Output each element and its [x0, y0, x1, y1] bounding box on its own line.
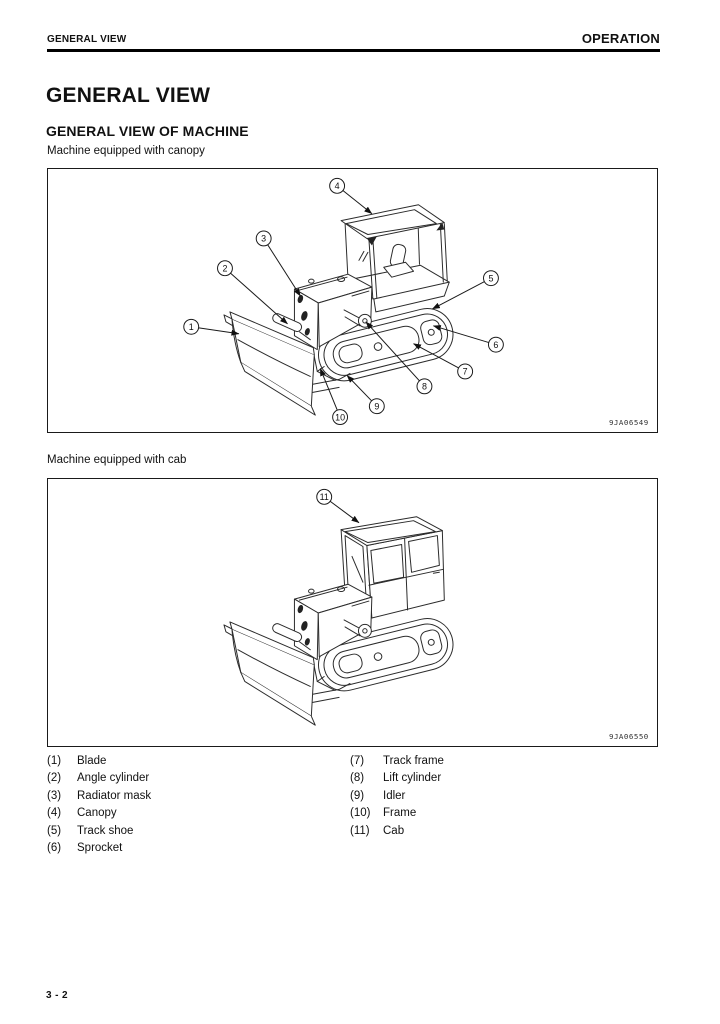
part-number: (8): [350, 772, 365, 785]
part-number: (2): [47, 772, 62, 785]
part-number: (9): [350, 789, 365, 802]
header-rule: [47, 49, 660, 52]
callout-number: 8: [421, 381, 427, 392]
section-title: GENERAL VIEW OF MACHINE: [46, 123, 249, 139]
parts-column-right: [350, 753, 444, 840]
figure-caption-cab: Machine equipped with cab: [47, 454, 187, 466]
callout-number: 3: [261, 233, 267, 244]
legend-item: [47, 840, 151, 857]
figure-canopy: [47, 168, 658, 433]
callout-number: 5: [488, 273, 494, 284]
seat-cushion: [384, 262, 414, 277]
running-header-left: GENERAL VIEW: [47, 34, 127, 45]
part-number: (6): [47, 841, 62, 854]
part-number: (10): [350, 807, 371, 820]
legend-item: [350, 788, 444, 805]
part-label: Track shoe: [77, 824, 134, 837]
part-label: Angle cylinder: [77, 772, 150, 785]
callout-2: [218, 261, 288, 324]
figure-canopy-drawing: [48, 169, 657, 432]
part-label: Lift cylinder: [383, 772, 442, 785]
callout-5: [432, 271, 498, 309]
legend-item: [47, 753, 151, 770]
callout-number: 11: [319, 492, 329, 503]
legend-item: [47, 805, 151, 822]
part-number: (3): [47, 789, 62, 802]
legend-item: [47, 823, 151, 840]
callout-number: 7: [462, 366, 468, 377]
callout-number: 1: [188, 321, 194, 332]
part-number: (7): [350, 755, 365, 767]
callout-3: [256, 231, 300, 296]
figure-caption-canopy: Machine equipped with canopy: [47, 145, 205, 157]
callout-11: [317, 489, 359, 522]
running-header-right: OPERATION: [581, 31, 660, 46]
callout-4: [330, 178, 372, 213]
part-number: (4): [47, 807, 62, 820]
callout-number: 9: [374, 401, 380, 412]
page-title: GENERAL VIEW: [46, 84, 211, 107]
callout-number: 6: [493, 339, 499, 350]
page-number: 3 - 2: [46, 990, 69, 1001]
part-number: (11): [350, 824, 370, 837]
figure-code: 9JA06549: [608, 418, 649, 428]
part-label: Radiator mask: [77, 789, 152, 802]
legend-item: [350, 770, 444, 787]
part-label: Track frame: [383, 755, 444, 767]
part-label: Canopy: [77, 807, 117, 820]
part-number: (5): [47, 824, 62, 837]
legend-item: [350, 823, 444, 840]
part-label: Blade: [77, 755, 107, 767]
part-label: Cab: [383, 824, 405, 837]
legend-item: [47, 770, 151, 787]
figure-code: 9JA06550: [608, 732, 649, 742]
callout-number: 10: [335, 412, 346, 423]
part-number: (1): [47, 755, 62, 767]
part-label: Frame: [383, 807, 417, 820]
part-label: Idler: [383, 789, 406, 802]
parts-column-left: [47, 753, 151, 857]
part-label: Sprocket: [77, 841, 123, 854]
callout-9: [347, 375, 384, 413]
callout-number: 4: [334, 181, 340, 192]
figure-cab-drawing: [48, 479, 657, 746]
legend-item: [350, 805, 444, 822]
legend-item: [350, 753, 444, 770]
figure-cab: [47, 478, 658, 747]
legend-item: [47, 788, 151, 805]
callout-number: 2: [222, 263, 228, 274]
